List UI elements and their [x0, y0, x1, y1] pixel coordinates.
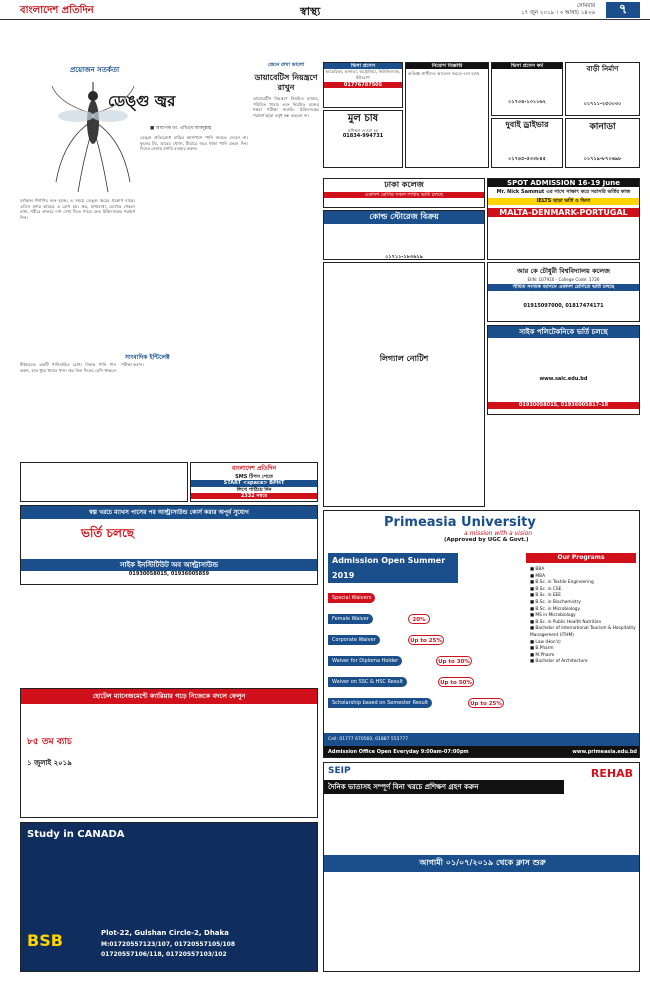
- saik-polytechnic-ad[interactable]: সাইক পলিটেকনিকে ভর্তি চলছে www.saic.edu.bd 01930058015, 01936005817-18: [487, 325, 640, 415]
- rk-chowdhury-ad[interactable]: আর কে চৌধুরী বিশ্ববিদ্যালয় কলেজ EIIN: 107910 · College Code: 1726 সীমিত সংখ্যক আসনে একাদশ শ্রেণিতে ভর্তি চলছে 01915097000, 01817474171: [487, 262, 640, 322]
- diabetes-article: [253, 62, 319, 348]
- spot-admission-ad[interactable]: SPOT ADMISSION 16-19 June Mr. Nick Sammut এর সাথে সাক্ষাৎ করে সরাসরি ভর্তির কাজ IELTS ছাড়া ভর্তি ও ভিসা MALTA-DENMARK-PORTUGAL: [487, 178, 640, 260]
- waiver-percent: Up to 25%: [468, 698, 504, 708]
- program-item: ■ M.Pharm: [530, 652, 555, 658]
- program-item: ■ Law (Hon's): [530, 639, 561, 645]
- primeasia-ad[interactable]: [487, 418, 640, 436]
- left-small-ads[interactable]: [20, 462, 188, 502]
- program-item: ■ B.Sc. in Microbiology: [530, 606, 581, 612]
- dengue-byline: ■ অধ্যাপক ডা. এবিএম আবদুল্লাহ: [150, 126, 212, 131]
- diabetes-kicker: জেনে রাখা ভালো: [267, 62, 305, 68]
- program-item: ■ Bachelor of International Tourism & Hospitality Management (ITHM): [530, 626, 636, 638]
- dengue-kicker: প্রয়োজন সতর্কতা: [70, 66, 120, 74]
- visa-process-ad[interactable]: ভিসা প্রসেস আমেরিকা, কানাডা, অস্ট্রেলিয়া, নিউজিল্যান্ড, ইউরোপ 01776787505: [323, 62, 403, 108]
- program-item: ■ B.Sc. in Biochemistry: [530, 599, 581, 605]
- program-item: ■ B.Sc. in CSE: [530, 586, 562, 592]
- program-item: ■ B.Sc. in EEE: [530, 593, 561, 599]
- satrong-body: টাইফয়েড একটি পানিবাহিত রোগ। বিশুদ্ধ পানি পান করুন, হাত ধুয়ে খাবার খান। জ্বর তিন দিনের বেশি থাকলে পরীক্ষা করান।: [20, 362, 144, 373]
- cold-storage-ad[interactable]: কোল্ড স্টোরেজ বিক্রয় ০১৭১১-১৮৩৬১৯: [323, 210, 485, 260]
- waiver-row: [328, 610, 508, 631]
- section-title: স্বাস্থ্য: [300, 5, 321, 18]
- waiver-label: Corporate Waiver: [328, 635, 380, 645]
- college-ad[interactable]: ঢাকা কলেজ একাদশ শ্রেণির সকল শাখায় ভর্তি চলছে: [323, 178, 485, 208]
- waiver-row: [328, 631, 508, 652]
- primeasia-university-ad[interactable]: Primeasia University a mission with a vision (Approved by UGC & Govt.) Admission Open Summer 2019 Special Waivers Female Waiver 20% Corporate Waiver Up to 25% Waiver for Diploma Holder Up to 30% Waiver on SSC & HSC Result Up to 50% Scholarship based on Semester Result Up to 25% Our Programs ■ BBA ■ MBA ■ B.Sc. in Textile Engineering ■ B.Sc. in CSE ■ B.Sc. in EEE ■ B.Sc. in Biochemistry ■ B.Sc. in Microbiology ■ MS in Microbiology ■ B.Sc. in Public Health Nutrition ■ Bachelor of International Tourism & Hospitality Management (ITHM) ■ Law (Hon's) ■ B.Pharm ■ M.Pharm ■ Bachelor of Architecture Cell: 01777 670560, 01887 555777 Admission Office Open Everyday 9:00am-07:00pm www.primeasia.edu.bd: [323, 510, 640, 758]
- dubai-driver-ad[interactable]: দুবাই ড্রাইভার ০১৭৪৫-৫৩৩৮৪৫: [491, 118, 563, 168]
- waiver-label: Waiver on SSC & HSC Result: [328, 677, 407, 687]
- hotel-management-ad[interactable]: হোটেল ম্যানেজমেন্টে ক্যারিয়ার গড়ে নিজেকে বদলে ফেলুন ৮৫ তম ব্যাচ ১ জুলাই ২০১৯: [20, 688, 318, 818]
- study-canada-ad[interactable]: Study in CANADA BSB Plot-22, Gulshan Circle-2, Dhaka M:01720557123/107, 01720557105/108 01720557106/118, 01720557103/102: [20, 822, 318, 972]
- page-number: ৭: [606, 2, 640, 18]
- legal-notice-ad[interactable]: লিগ্যাল নোটিশ: [323, 262, 485, 507]
- waiver-label: Waiver for Diploma Holder: [328, 656, 402, 666]
- dengue-headline: ডেঙ্গু জ্বর: [108, 92, 176, 110]
- waiver-list: [328, 589, 508, 729]
- waiver-row: [328, 589, 508, 610]
- masthead: [0, 0, 650, 20]
- visa-processing-ad[interactable]: ভিসা প্রসেস কর্ম ০১৭৩৪-১৩১১৬২: [491, 62, 563, 116]
- program-list: [530, 567, 638, 666]
- waiver-percent: 20%: [408, 614, 430, 624]
- primeasia-contact: Cell: 01777 670560, 01887 555777: [324, 733, 640, 746]
- program-item: ■ Bachelor of Architecture: [530, 659, 588, 665]
- mosquito-illustration: [48, 82, 138, 194]
- waiver-label: Special Waivers: [328, 593, 375, 603]
- canada-ad[interactable]: কানাডা ০১৭১৯-৮৭০৬৯৮: [565, 118, 640, 168]
- niyog-ad[interactable]: নিয়োগ বিজ্ঞপ্তি অভিজ্ঞ প্রার্থীদের আবেদন করতে বলা হচ্ছে: [405, 62, 489, 168]
- ultrasound-course-ad[interactable]: স্বল্প খরচে ম্যাথস পাসের পর আল্ট্রাসাউন্ড কোর্স করার অপূর্ব সুযোগ ভর্তি চলছে সাইক ইনস্টিটিউট অব আল্ট্রাসাউন্ড 01930058015, 01936005859: [20, 505, 318, 585]
- bp-sms-tips-ad[interactable]: বাংলাদেশ প্রতিদিন SMS টিপস পেতে START <space> BPHT লিখে পাঠিয়ে দিন 2332 নম্বরে: [190, 462, 318, 502]
- waiver-row: [328, 694, 508, 715]
- mul-chas-ad[interactable]: মুল চাষ প্রশিক্ষণ দেওয়া হয় 01834-994731: [323, 110, 403, 168]
- satrong-kicker: সাংবাদিক ইন্টিলেক্ট: [125, 354, 170, 361]
- waiver-percent: Up to 30%: [436, 656, 472, 666]
- program-item: ■ B.Pharm: [530, 646, 554, 652]
- primeasia-office-hours: Admission Office Open Everyday 9:00am-07:00pm www.primeasia.edu.bd: [324, 746, 640, 758]
- dengue-body-col1: বর্ষাকাল শিগগির শুরু হচ্ছে। এ সময়ে ডেঙ্গু জ্বরের প্রকোপ বাড়ে। এডিস মশার কামড়ে এ রোগ হয়। জ্বর, মাথাব্যথা, চোখের পেছনে ব্যথা, শরীরে লালচে দাগ দেখা দিতে পারে। দ্রুত চিকিৎসকের পরামর্শ নিন।: [20, 198, 135, 220]
- dengue-body-col2: ডেঙ্গু প্রতিরোধে বাড়ির আশপাশে পানি জমতে দেবেন না। ফুলের টব, ডাবের খোসা, টায়ারে জমে থাকা পানি ফেলে দিন। দিনের বেলায় মশারি ব্যবহার করুন।: [140, 135, 248, 152]
- diabetes-headline: ডায়াবেটিস নিয়ন্ত্রণে রাখুন: [254, 73, 318, 92]
- program-item: ■ MS in Microbiology: [530, 613, 576, 619]
- waiver-label: Scholarship based on Semester Result: [328, 698, 432, 708]
- seip-training-ad[interactable]: SEIP দৈনিক ভাতাসহ সম্পূর্ণ বিনা খরচে প্রশিক্ষণ গ্রহণ করুন REHAB আগামী ০১/০৭/২০১৯ থেকে ক্লাস শুরু: [323, 762, 640, 972]
- newspaper-logo[interactable]: বাংলাদেশ প্রতিদিন: [20, 5, 94, 16]
- waiver-percent: Up to 25%: [408, 635, 444, 645]
- waiver-row: [328, 652, 508, 673]
- program-item: ■ BBA: [530, 567, 545, 572]
- waiver-label: Female Waiver: [328, 614, 373, 624]
- program-item: ■ B.Sc. in Textile Engineering: [530, 580, 594, 586]
- diabetes-body: ডায়াবেটিস নিয়ন্ত্রণে নিয়মিত ব্যায়াম, পরিমিত খাবার এবং নিয়মিত রক্তের শর্করা পরীক্ষা জরুরি। চিকিৎসকের পরামর্শ ছাড়া ওষুধ বন্ধ করবেন না।: [253, 96, 319, 118]
- waiver-percent: Up to 50%: [438, 677, 474, 687]
- program-item: ■ B.Sc. in Public Health Nutrition: [530, 619, 602, 625]
- bari-nirman-ad[interactable]: বাড়ী নির্মাণ ০১৭১১-২৫৩০৩০: [565, 62, 640, 116]
- program-item: ■ MBA: [530, 573, 546, 579]
- waiver-row: [328, 673, 508, 694]
- issue-date: সোমবার ১৭ জুন ২০১৯ । ৩ আষাঢ় ১৪২৬: [520, 3, 595, 16]
